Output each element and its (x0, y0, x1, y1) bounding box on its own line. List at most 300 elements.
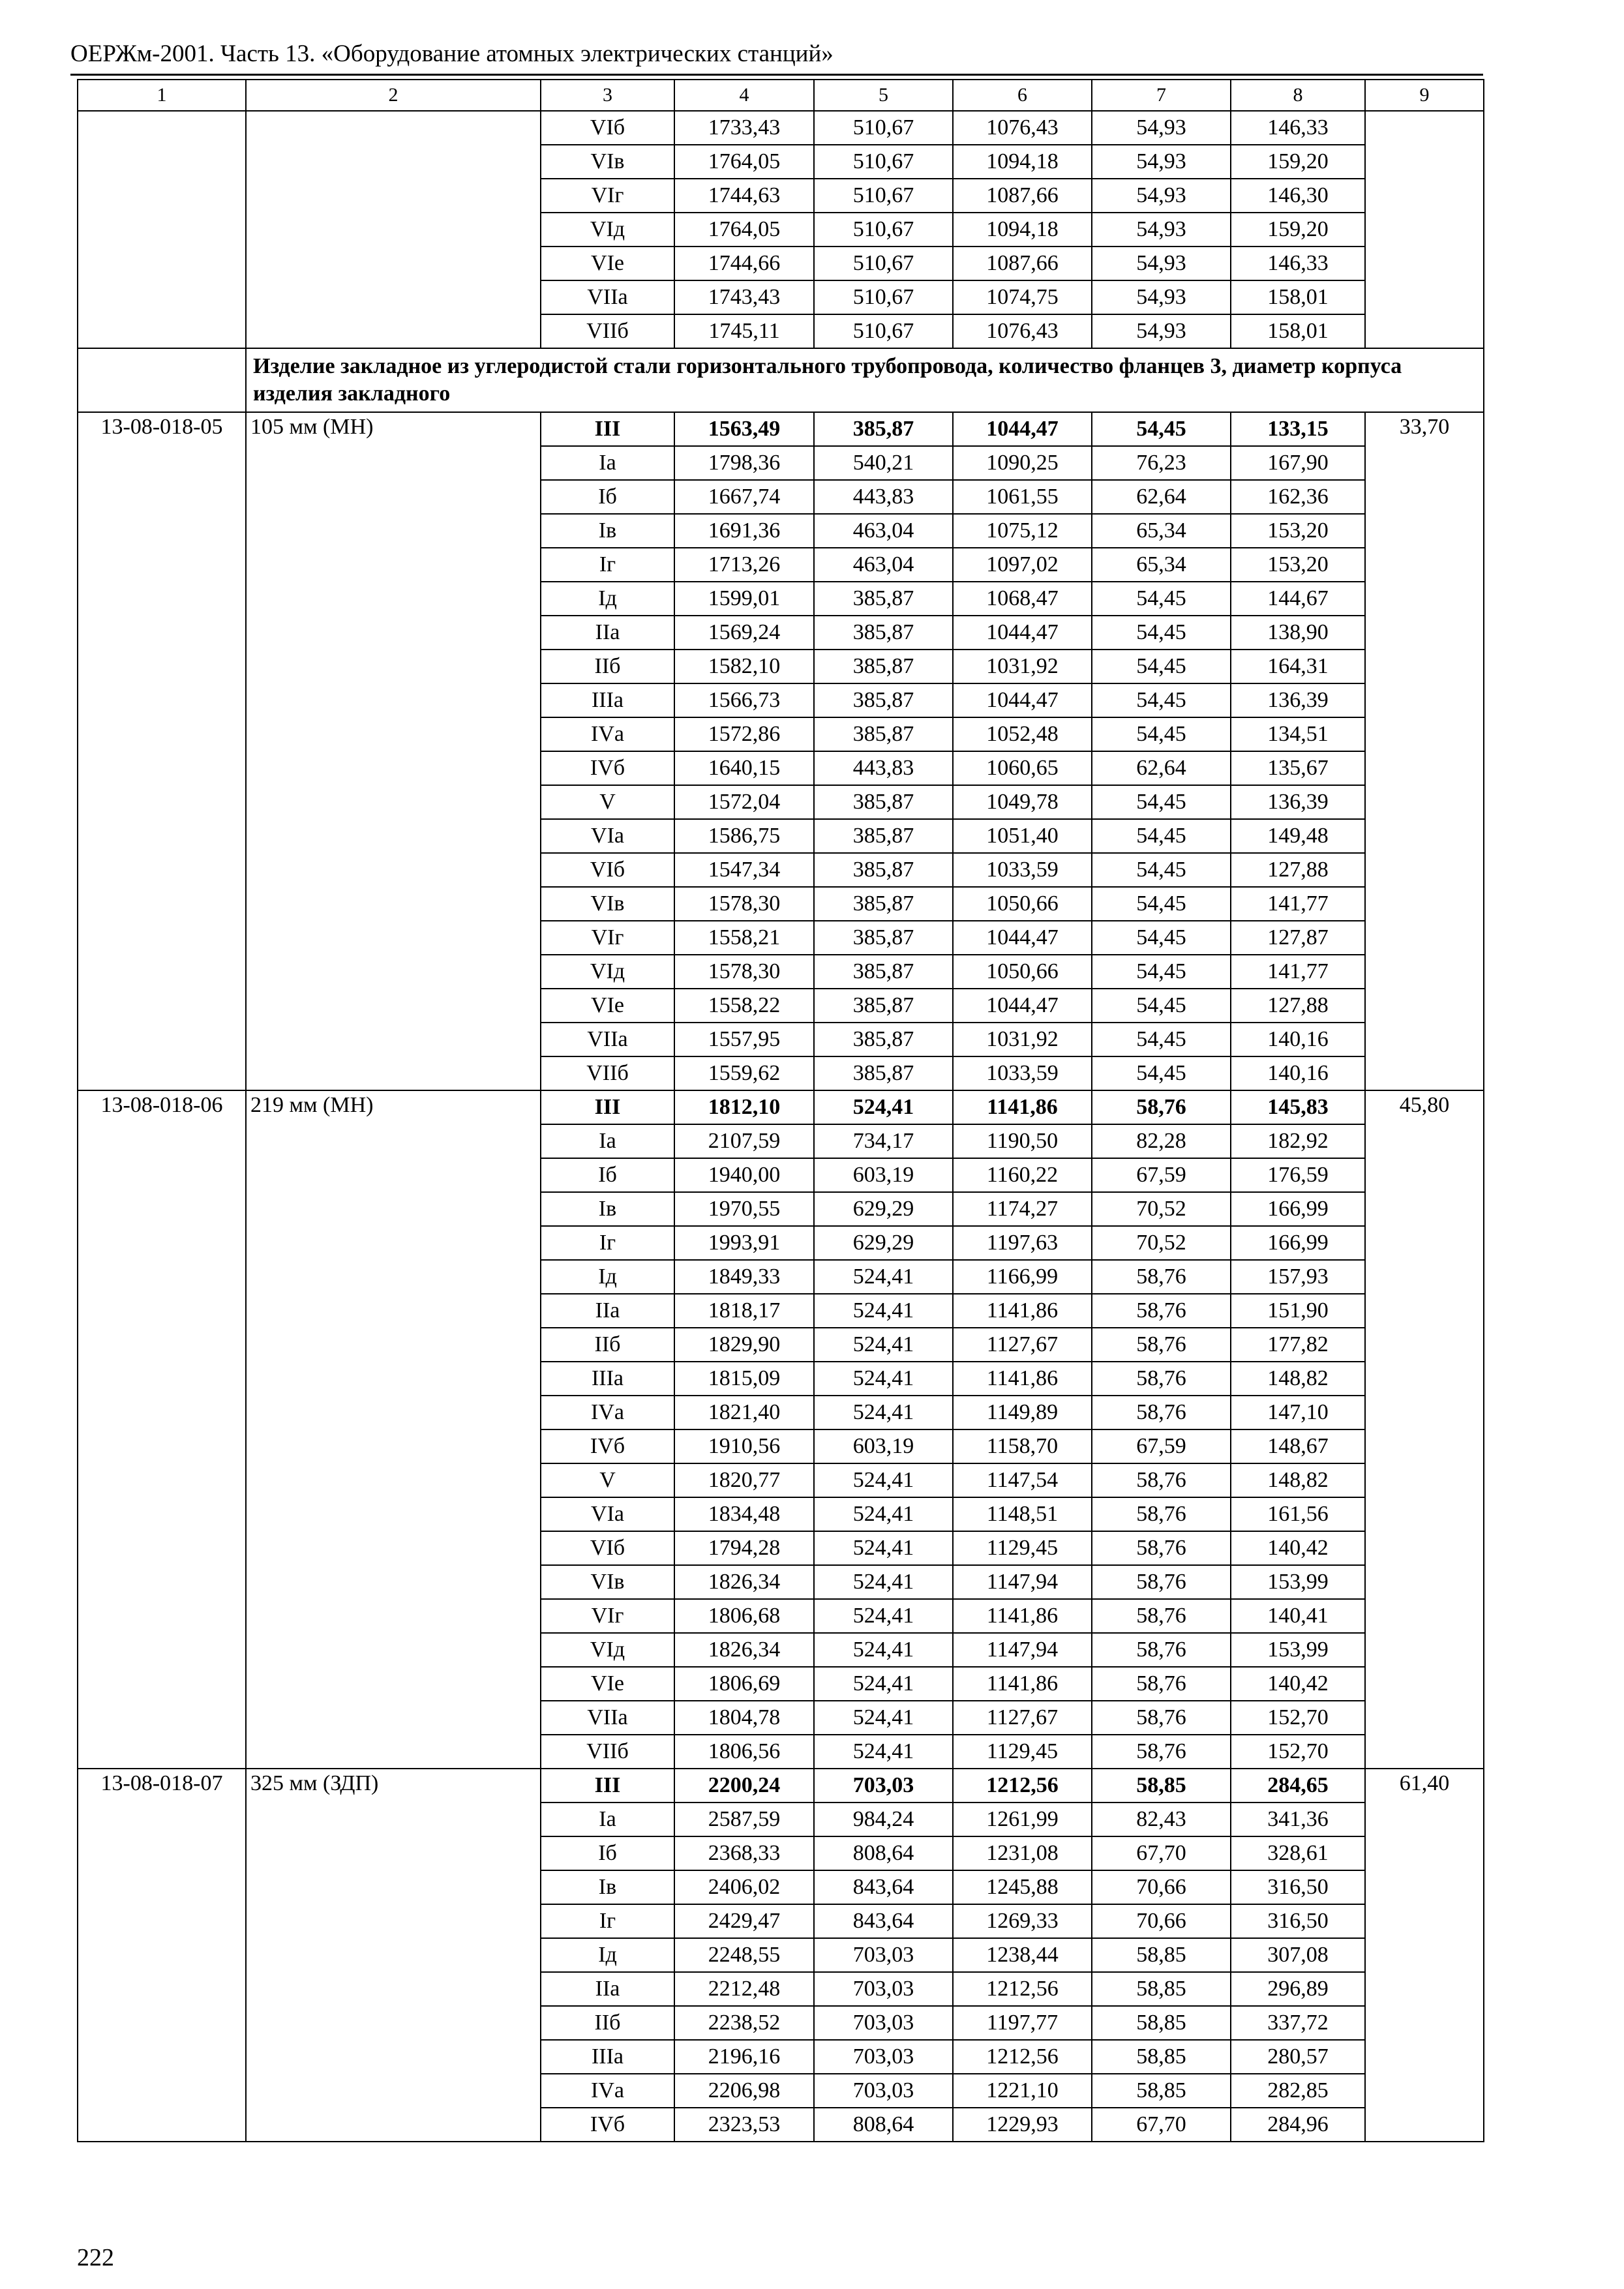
zone-cell: VIа (541, 819, 674, 853)
value-cell: 54,93 (1092, 280, 1231, 314)
value-cell: 54,93 (1092, 314, 1231, 348)
value-cell: 2238,52 (674, 2006, 814, 2040)
value-cell: 1578,30 (674, 955, 814, 989)
value-cell: 162,36 (1231, 480, 1365, 514)
value-cell: 2200,24 (674, 1769, 814, 1803)
value-cell: 164,31 (1231, 650, 1365, 683)
value-cell: 1051,40 (953, 819, 1092, 853)
value-cell: 1075,12 (953, 514, 1092, 548)
value-cell: 1794,28 (674, 1531, 814, 1565)
zone-cell: Iд (541, 1938, 674, 1972)
value-cell: 58,76 (1092, 1260, 1231, 1294)
value-cell: 1557,95 (674, 1023, 814, 1056)
value-cell: 1563,49 (674, 412, 814, 446)
value-cell: 385,87 (814, 1056, 953, 1090)
value-cell: 58,85 (1092, 1769, 1231, 1803)
value-cell: 1044,47 (953, 616, 1092, 650)
value-cell: 1558,22 (674, 989, 814, 1023)
value-cell: 296,89 (1231, 1972, 1365, 2006)
value-cell: 76,23 (1092, 446, 1231, 480)
value-cell: 337,72 (1231, 2006, 1365, 2040)
value-cell: 2196,16 (674, 2040, 814, 2074)
value-cell: 58,76 (1092, 1463, 1231, 1497)
value-cell: 153,20 (1231, 548, 1365, 582)
value-cell: 316,50 (1231, 1904, 1365, 1938)
value-cell: 385,87 (814, 921, 953, 955)
value-cell: 67,70 (1092, 1836, 1231, 1870)
value-cell: 1141,86 (953, 1294, 1092, 1328)
item-mass: 33,70 (1365, 412, 1484, 1090)
item-mass (1365, 111, 1484, 348)
value-cell: 385,87 (814, 582, 953, 616)
zone-cell: VIIб (541, 314, 674, 348)
value-cell: 443,83 (814, 480, 953, 514)
value-cell: 1148,51 (953, 1497, 1092, 1531)
value-cell: 159,20 (1231, 213, 1365, 247)
value-cell: 148,67 (1231, 1429, 1365, 1463)
column-number-row (78, 80, 1484, 111)
value-cell: 140,41 (1231, 1599, 1365, 1633)
value-cell: 67,59 (1092, 1429, 1231, 1463)
value-cell: 134,51 (1231, 717, 1365, 751)
table-row (78, 111, 1484, 145)
value-cell: 1049,78 (953, 785, 1092, 819)
value-cell: 67,59 (1092, 1158, 1231, 1192)
zone-cell: IVа (541, 717, 674, 751)
value-cell: 808,64 (814, 1836, 953, 1870)
value-cell: 703,03 (814, 1972, 953, 2006)
value-cell: 1129,45 (953, 1735, 1092, 1769)
zone-cell: Iв (541, 1192, 674, 1226)
value-cell: 152,70 (1231, 1735, 1365, 1769)
value-cell: 385,87 (814, 955, 953, 989)
value-cell: 58,85 (1092, 2040, 1231, 2074)
value-cell: 1141,86 (953, 1090, 1092, 1124)
zone-cell: Iв (541, 1870, 674, 1904)
value-cell: 158,01 (1231, 314, 1365, 348)
value-cell: 703,03 (814, 1938, 953, 1972)
value-cell: 58,76 (1092, 1701, 1231, 1735)
value-cell: 1149,89 (953, 1396, 1092, 1429)
value-cell: 1212,56 (953, 2040, 1092, 2074)
value-cell: 146,33 (1231, 247, 1365, 280)
item-name: 105 мм (МН) (246, 412, 541, 1090)
zone-cell: VIа (541, 1497, 674, 1531)
value-cell: 2587,59 (674, 1803, 814, 1836)
value-cell: 54,45 (1092, 819, 1231, 853)
value-cell: 984,24 (814, 1803, 953, 1836)
value-cell: 58,76 (1092, 1328, 1231, 1362)
value-cell: 1578,30 (674, 887, 814, 921)
value-cell: 703,03 (814, 2006, 953, 2040)
value-cell: 843,64 (814, 1904, 953, 1938)
value-cell: 1044,47 (953, 921, 1092, 955)
value-cell: 1238,44 (953, 1938, 1092, 1972)
value-cell: 1147,54 (953, 1463, 1092, 1497)
value-cell: 524,41 (814, 1260, 953, 1294)
zone-cell: Iб (541, 1158, 674, 1192)
value-cell: 524,41 (814, 1463, 953, 1497)
value-cell: 1044,47 (953, 412, 1092, 446)
value-cell: 146,30 (1231, 179, 1365, 213)
item-code: 13-08-018-05 (78, 412, 246, 1090)
value-cell: 1076,43 (953, 111, 1092, 145)
value-cell: 1818,17 (674, 1294, 814, 1328)
value-cell: 70,66 (1092, 1904, 1231, 1938)
value-cell: 510,67 (814, 247, 953, 280)
value-cell: 1076,43 (953, 314, 1092, 348)
value-cell: 1127,67 (953, 1701, 1092, 1735)
value-cell: 136,39 (1231, 683, 1365, 717)
value-cell: 808,64 (814, 2108, 953, 2142)
value-cell: 1212,56 (953, 1972, 1092, 2006)
value-cell: 54,45 (1092, 887, 1231, 921)
zone-cell: VIе (541, 247, 674, 280)
value-cell: 385,87 (814, 1023, 953, 1056)
value-cell: 510,67 (814, 314, 953, 348)
value-cell: 58,76 (1092, 1565, 1231, 1599)
value-cell: 385,87 (814, 412, 953, 446)
value-cell: 54,45 (1092, 1056, 1231, 1090)
value-cell: 1826,34 (674, 1633, 814, 1667)
value-cell: 1804,78 (674, 1701, 814, 1735)
value-cell: 177,82 (1231, 1328, 1365, 1362)
value-cell: 82,28 (1092, 1124, 1231, 1158)
value-cell: 510,67 (814, 179, 953, 213)
zone-cell: VIе (541, 989, 674, 1023)
value-cell: 54,93 (1092, 247, 1231, 280)
value-cell: 1129,45 (953, 1531, 1092, 1565)
value-cell: 1599,01 (674, 582, 814, 616)
value-cell: 54,45 (1092, 582, 1231, 616)
value-cell: 2429,47 (674, 1904, 814, 1938)
value-cell: 443,83 (814, 751, 953, 785)
header-rule (70, 74, 1483, 76)
value-cell: 524,41 (814, 1565, 953, 1599)
zone-cell: IIа (541, 1294, 674, 1328)
column-number: 9 (1365, 80, 1484, 111)
zone-cell: VIг (541, 1599, 674, 1633)
value-cell: 307,08 (1231, 1938, 1365, 1972)
value-cell: 1834,48 (674, 1497, 814, 1531)
value-cell: 133,15 (1231, 412, 1365, 446)
item-mass: 45,80 (1365, 1090, 1484, 1769)
value-cell: 524,41 (814, 1667, 953, 1701)
value-cell: 1743,43 (674, 280, 814, 314)
value-cell: 1798,36 (674, 446, 814, 480)
value-cell: 166,99 (1231, 1192, 1365, 1226)
value-cell: 385,87 (814, 887, 953, 921)
value-cell: 1547,34 (674, 853, 814, 887)
value-cell: 1221,10 (953, 2074, 1092, 2108)
value-cell: 58,76 (1092, 1633, 1231, 1667)
value-cell: 140,16 (1231, 1056, 1365, 1090)
column-number: 8 (1231, 80, 1365, 111)
value-cell: 2212,48 (674, 1972, 814, 2006)
zone-cell: VIв (541, 887, 674, 921)
value-cell: 341,36 (1231, 1803, 1365, 1836)
value-cell: 524,41 (814, 1531, 953, 1565)
value-cell: 1559,62 (674, 1056, 814, 1090)
item-code (78, 111, 246, 348)
zone-cell: VIб (541, 853, 674, 887)
value-cell: 284,96 (1231, 2108, 1365, 2142)
zone-cell: VIг (541, 179, 674, 213)
zone-cell: IVа (541, 2074, 674, 2108)
value-cell: 1558,21 (674, 921, 814, 955)
value-cell: 1940,00 (674, 1158, 814, 1192)
value-cell: 1141,86 (953, 1599, 1092, 1633)
zone-cell: IIа (541, 1972, 674, 2006)
value-cell: 157,93 (1231, 1260, 1365, 1294)
value-cell: 1745,11 (674, 314, 814, 348)
value-cell: 138,90 (1231, 616, 1365, 650)
value-cell: 1141,86 (953, 1362, 1092, 1396)
column-number: 4 (674, 80, 814, 111)
column-number: 6 (953, 80, 1092, 111)
value-cell: 58,76 (1092, 1396, 1231, 1429)
zone-cell: VIв (541, 1565, 674, 1599)
value-cell: 1713,26 (674, 548, 814, 582)
value-cell: 1820,77 (674, 1463, 814, 1497)
value-cell: 1586,75 (674, 819, 814, 853)
value-cell: 385,87 (814, 819, 953, 853)
value-cell: 54,45 (1092, 683, 1231, 717)
table-row (78, 1769, 1484, 1803)
value-cell: 1033,59 (953, 853, 1092, 887)
value-cell: 1815,09 (674, 1362, 814, 1396)
value-cell: 603,19 (814, 1158, 953, 1192)
page-number: 222 (77, 2244, 114, 2271)
value-cell: 463,04 (814, 548, 953, 582)
item-code: 13-08-018-07 (78, 1769, 246, 2142)
value-cell: 703,03 (814, 1769, 953, 1803)
zone-cell: V (541, 1463, 674, 1497)
zone-cell: IIб (541, 1328, 674, 1362)
value-cell: 1090,25 (953, 446, 1092, 480)
value-cell: 385,87 (814, 717, 953, 751)
zone-cell: III (541, 1090, 674, 1124)
value-cell: 703,03 (814, 2040, 953, 2074)
value-cell: 1094,18 (953, 145, 1092, 179)
zone-cell: VIIа (541, 1701, 674, 1735)
value-cell: 54,45 (1092, 616, 1231, 650)
value-cell: 1094,18 (953, 213, 1092, 247)
value-cell: 58,85 (1092, 1938, 1231, 1972)
value-cell: 703,03 (814, 2074, 953, 2108)
value-cell: 629,29 (814, 1226, 953, 1260)
value-cell: 135,67 (1231, 751, 1365, 785)
value-cell: 54,45 (1092, 412, 1231, 446)
value-cell: 1269,33 (953, 1904, 1092, 1938)
value-cell: 54,45 (1092, 989, 1231, 1023)
value-cell: 1087,66 (953, 247, 1092, 280)
value-cell: 843,64 (814, 1870, 953, 1904)
value-cell: 144,67 (1231, 582, 1365, 616)
table-row (78, 1090, 1484, 1124)
value-cell: 148,82 (1231, 1463, 1365, 1497)
value-cell: 463,04 (814, 514, 953, 548)
zone-cell: IIа (541, 616, 674, 650)
value-cell: 510,67 (814, 280, 953, 314)
value-cell: 510,67 (814, 145, 953, 179)
value-cell: 58,76 (1092, 1735, 1231, 1769)
value-cell: 1166,99 (953, 1260, 1092, 1294)
value-cell: 1744,66 (674, 247, 814, 280)
zone-cell: VIб (541, 111, 674, 145)
zone-cell: IIIа (541, 1362, 674, 1396)
value-cell: 58,76 (1092, 1362, 1231, 1396)
value-cell: 1806,68 (674, 1599, 814, 1633)
zone-cell: Iа (541, 1803, 674, 1836)
zone-cell: III (541, 1769, 674, 1803)
zone-cell: IIб (541, 2006, 674, 2040)
item-code: 13-08-018-06 (78, 1090, 246, 1769)
zone-cell: IVб (541, 2108, 674, 2142)
value-cell: 70,52 (1092, 1226, 1231, 1260)
value-cell: 1821,40 (674, 1396, 814, 1429)
value-cell: 182,92 (1231, 1124, 1365, 1158)
value-cell: 316,50 (1231, 1870, 1365, 1904)
zone-cell: IVб (541, 751, 674, 785)
value-cell: 1160,22 (953, 1158, 1092, 1192)
zone-cell: VIIа (541, 1023, 674, 1056)
value-cell: 1044,47 (953, 683, 1092, 717)
item-name: 325 мм (ЗДП) (246, 1769, 541, 2142)
column-number: 1 (78, 80, 246, 111)
value-cell: 385,87 (814, 683, 953, 717)
value-cell: 158,01 (1231, 280, 1365, 314)
value-cell: 58,85 (1092, 1972, 1231, 2006)
value-cell: 1060,65 (953, 751, 1092, 785)
value-cell: 1147,94 (953, 1633, 1092, 1667)
value-cell: 166,99 (1231, 1226, 1365, 1260)
value-cell: 70,66 (1092, 1870, 1231, 1904)
zone-cell: VIе (541, 1667, 674, 1701)
value-cell: 1031,92 (953, 1023, 1092, 1056)
value-cell: 1582,10 (674, 650, 814, 683)
value-cell: 54,45 (1092, 921, 1231, 955)
zone-cell: Iб (541, 1836, 674, 1870)
section-row (78, 348, 1484, 412)
value-cell: 140,42 (1231, 1531, 1365, 1565)
value-cell: 1141,86 (953, 1667, 1092, 1701)
value-cell: 2368,33 (674, 1836, 814, 1870)
value-cell: 282,85 (1231, 2074, 1365, 2108)
value-cell: 127,88 (1231, 989, 1365, 1023)
value-cell: 58,85 (1092, 2074, 1231, 2108)
value-cell: 385,87 (814, 616, 953, 650)
value-cell: 1806,56 (674, 1735, 814, 1769)
value-cell: 161,56 (1231, 1497, 1365, 1531)
value-cell: 1733,43 (674, 111, 814, 145)
zone-cell: III (541, 412, 674, 446)
value-cell: 153,99 (1231, 1565, 1365, 1599)
value-cell: 149,48 (1231, 819, 1365, 853)
value-cell: 62,64 (1092, 480, 1231, 514)
value-cell: 1826,34 (674, 1565, 814, 1599)
value-cell: 1849,33 (674, 1260, 814, 1294)
item-name: 219 мм (МН) (246, 1090, 541, 1769)
zone-cell: Iд (541, 1260, 674, 1294)
value-cell: 65,34 (1092, 548, 1231, 582)
value-cell: 140,42 (1231, 1667, 1365, 1701)
zone-cell: VIв (541, 145, 674, 179)
value-cell: 1572,04 (674, 785, 814, 819)
value-cell: 1970,55 (674, 1192, 814, 1226)
value-cell: 1245,88 (953, 1870, 1092, 1904)
value-cell: 58,76 (1092, 1090, 1231, 1124)
zone-cell: VIIб (541, 1735, 674, 1769)
value-cell: 385,87 (814, 989, 953, 1023)
value-cell: 2323,53 (674, 2108, 814, 2142)
value-cell: 58,76 (1092, 1531, 1231, 1565)
zone-cell: Iа (541, 446, 674, 480)
value-cell: 1074,75 (953, 280, 1092, 314)
value-cell: 146,33 (1231, 111, 1365, 145)
value-cell: 524,41 (814, 1735, 953, 1769)
value-cell: 1691,36 (674, 514, 814, 548)
value-cell: 1566,73 (674, 683, 814, 717)
value-cell: 524,41 (814, 1599, 953, 1633)
value-cell: 1158,70 (953, 1429, 1092, 1463)
value-cell: 54,93 (1092, 179, 1231, 213)
column-number: 7 (1092, 80, 1231, 111)
value-cell: 524,41 (814, 1328, 953, 1362)
value-cell: 1829,90 (674, 1328, 814, 1362)
value-cell: 1667,74 (674, 480, 814, 514)
value-cell: 1197,77 (953, 2006, 1092, 2040)
item-name (246, 111, 541, 348)
value-cell: 1033,59 (953, 1056, 1092, 1090)
value-cell: 54,45 (1092, 1023, 1231, 1056)
price-table (77, 79, 1484, 2142)
value-cell: 54,45 (1092, 650, 1231, 683)
value-cell: 1993,91 (674, 1226, 814, 1260)
value-cell: 153,99 (1231, 1633, 1365, 1667)
value-cell: 280,57 (1231, 2040, 1365, 2074)
value-cell: 284,65 (1231, 1769, 1365, 1803)
column-number: 3 (541, 80, 674, 111)
value-cell: 524,41 (814, 1701, 953, 1735)
value-cell: 54,45 (1092, 785, 1231, 819)
value-cell: 1044,47 (953, 989, 1092, 1023)
value-cell: 510,67 (814, 111, 953, 145)
column-number: 5 (814, 80, 953, 111)
value-cell: 54,45 (1092, 717, 1231, 751)
zone-cell: IVб (541, 1429, 674, 1463)
value-cell: 127,88 (1231, 853, 1365, 887)
value-cell: 140,16 (1231, 1023, 1365, 1056)
value-cell: 1229,93 (953, 2108, 1092, 2142)
page-header: ОЕРЖм-2001. Часть 13. «Оборудование атомных электрических станций» (70, 40, 834, 67)
value-cell: 167,90 (1231, 446, 1365, 480)
value-cell: 141,77 (1231, 955, 1365, 989)
value-cell: 1097,02 (953, 548, 1092, 582)
value-cell: 145,83 (1231, 1090, 1365, 1124)
value-cell: 58,76 (1092, 1497, 1231, 1531)
value-cell: 1231,08 (953, 1836, 1092, 1870)
value-cell: 629,29 (814, 1192, 953, 1226)
value-cell: 1050,66 (953, 955, 1092, 989)
value-cell: 54,93 (1092, 145, 1231, 179)
value-cell: 524,41 (814, 1497, 953, 1531)
value-cell: 1031,92 (953, 650, 1092, 683)
zone-cell: Iг (541, 548, 674, 582)
zone-cell: VIд (541, 1633, 674, 1667)
zone-cell: VIд (541, 955, 674, 989)
zone-cell: Iг (541, 1904, 674, 1938)
